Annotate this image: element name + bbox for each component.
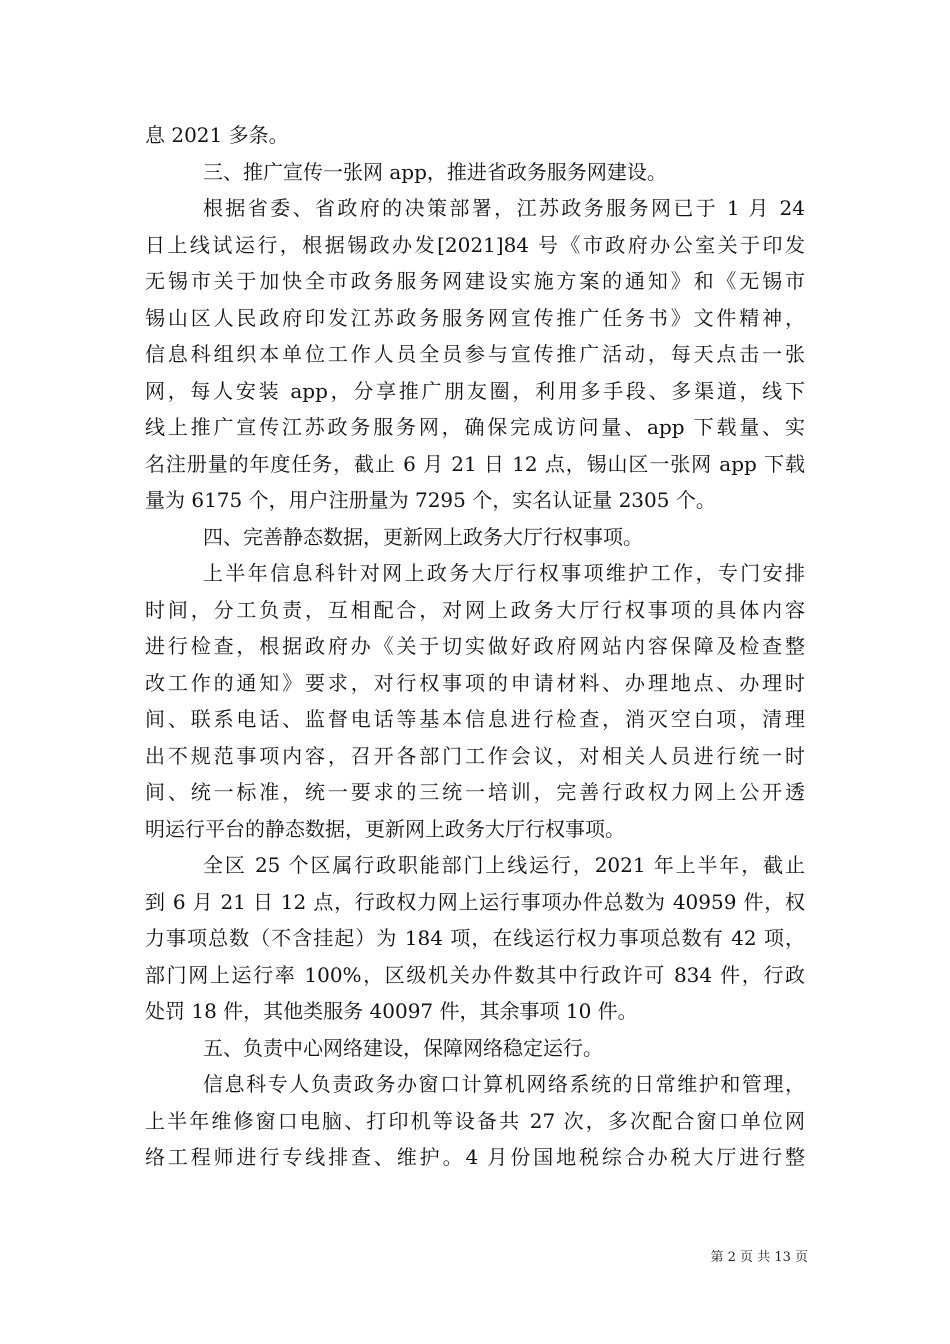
text-line: 锡山区人民政府印发江苏政务服务网宣传推广任务书》文件精神， xyxy=(145,305,805,330)
text-line: 上半年信息科针对网上政务大厅行权事项维护工作，专门安排 xyxy=(203,561,805,585)
text-line: 信息科组织本单位工作人员全员参与宣传推广活动，每天点击一张 xyxy=(145,342,805,366)
text-line: 量为 6175 个，用户注册量为 7295 个，实名认证量 2305 个。 xyxy=(145,488,716,512)
text-line: 三、推广宣传一张网 app，推进省政务服务网建设。 xyxy=(203,159,667,184)
text-line: 时间，分工负责，互相配合，对网上政务大厅行权事项的具体内容 xyxy=(145,597,805,622)
text-line: 上半年维修窗口电脑、打印机等设备共 27 次，多次配合窗口单位网 xyxy=(145,1108,805,1133)
text-line: 处罚 18 件，其他类服务 40097 件，其余事项 10 件。 xyxy=(145,999,638,1023)
text-line: 络工程师进行专线排查、维护。4 月份国地税综合办税大厅进行整 xyxy=(145,1145,805,1169)
text-line: 全区 25 个区属行政职能部门上线运行，2021 年上半年，截止 xyxy=(203,853,805,877)
text-line: 根据省委、省政府的决策部署，江苏政务服务网已于 1 月 24 xyxy=(203,196,805,220)
text-line: 息 2021 多条。 xyxy=(145,123,289,147)
text-line: 间、联系电话、监督电话等基本信息进行检查，消灭空白项，清理 xyxy=(145,707,805,731)
text-line: 间、统一标准，统一要求的三统一培训，完善行政权力网上公开透 xyxy=(145,780,805,804)
text-line: 线上推广宣传江苏政务服务网，确保完成访问量、app 下载量、实 xyxy=(145,415,805,439)
text-line: 日上线试运行，根据锡政办发[2021]84 号《市政府办公室关于印发 xyxy=(145,232,805,257)
text-line: 出不规范事项内容，召开各部门工作会议，对相关人员进行统一时 xyxy=(145,743,805,768)
text-line: 到 6 月 21 日 12 点，行政权力网上运行事项办件总数为 40959 件，权 xyxy=(145,889,805,914)
text-line: 网，每人安装 app，分享推广朋友圈，利用多手段、多渠道，线下 xyxy=(145,378,805,403)
page-number: 第 2 页 共 13 页 xyxy=(710,1250,808,1265)
text-line: 明运行平台的静态数据，更新网上政务大厅行权事项。 xyxy=(145,816,625,841)
text-line: 五、负责中心网络建设，保障网络稳定运行。 xyxy=(203,1035,603,1060)
text-line: 四、完善静态数据，更新网上政务大厅行权事项。 xyxy=(203,524,643,549)
text-line: 力事项总数（不含挂起）为 184 项，在线运行权力事项总数有 42 项， xyxy=(145,926,805,950)
text-line: 信息科专人负责政务办窗口计算机网络系统的日常维护和管理， xyxy=(203,1072,805,1096)
text-line: 进行检查，根据政府办《关于切实做好政府网站内容保障及检查整 xyxy=(145,634,805,658)
document-body xyxy=(145,117,805,1176)
text-line: 无锡市关于加快全市政务服务网建设实施方案的通知》和《无锡市 xyxy=(145,269,805,293)
text-line: 部门网上运行率 100%，区级机关办件数其中行政许可 834 件，行政 xyxy=(145,962,805,987)
text-line: 名注册量的年度任务，截止 6 月 21 日 12 点，锡山区一张网 app 下载 xyxy=(145,451,805,476)
text-line: 改工作的通知》要求，对行权事项的申请材料、办理地点、办理时 xyxy=(145,670,805,695)
